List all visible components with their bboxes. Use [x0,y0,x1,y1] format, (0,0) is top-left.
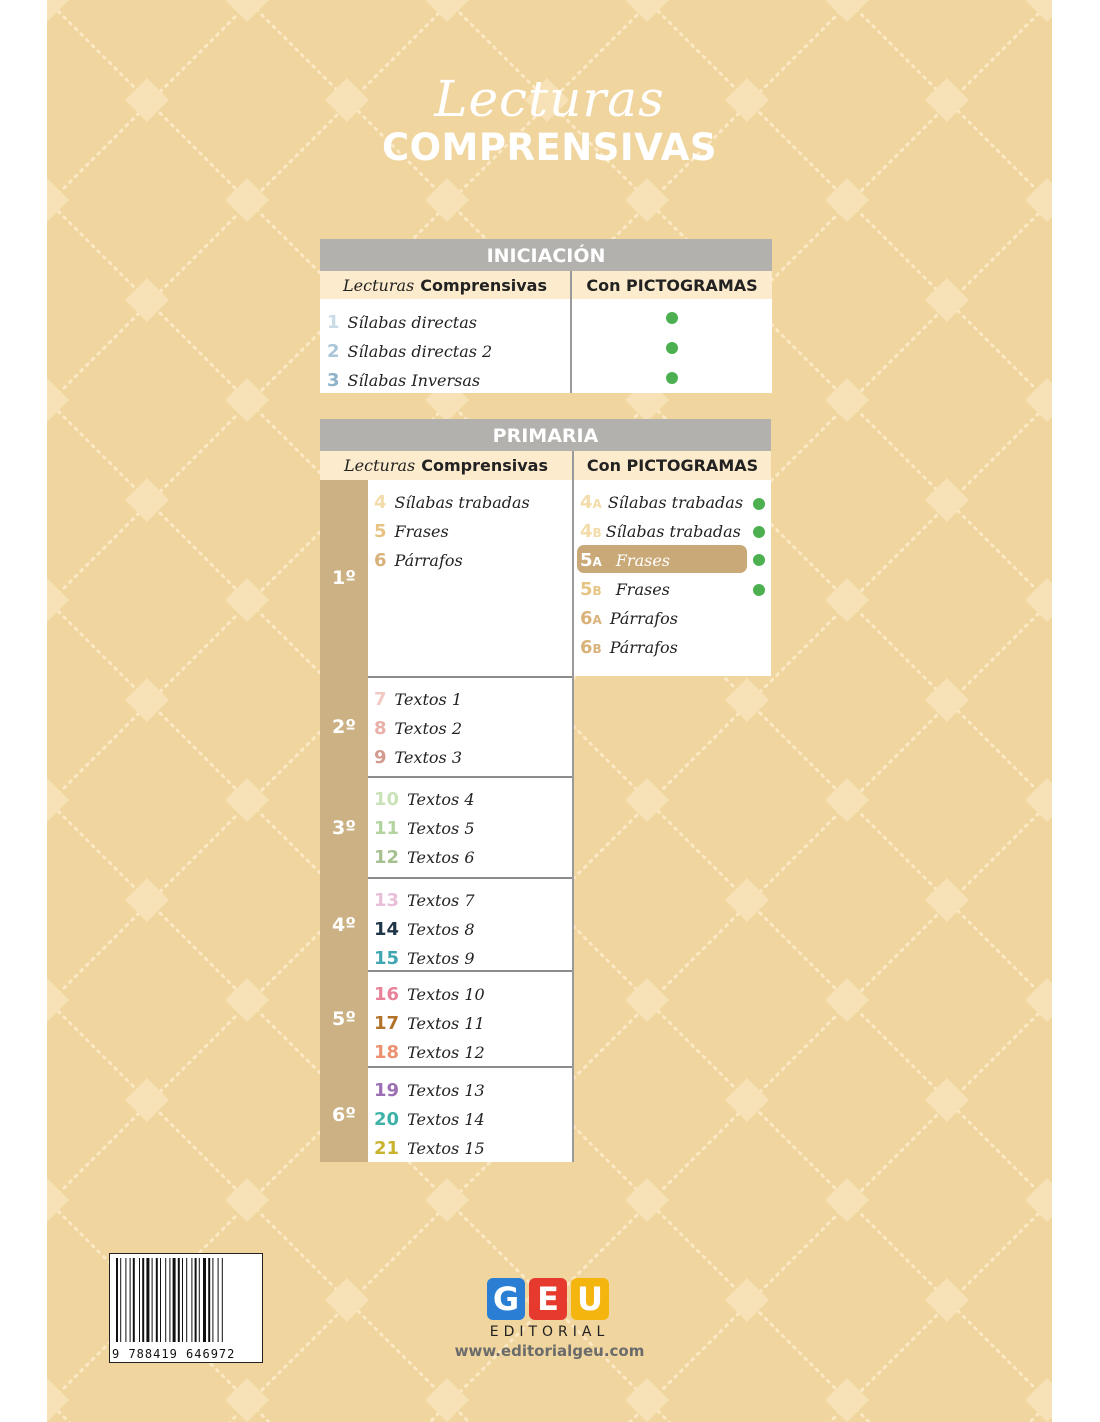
pictograma-row [580,606,678,630]
row-label: Textos 12 [407,1042,485,1062]
row-number: 9 [374,746,387,768]
row-label: Textos 13 [407,1080,485,1100]
title-script: Lecturas [434,70,665,128]
grade-separator [368,877,572,879]
row-number: 5 [374,520,387,542]
primaria-row [374,787,475,811]
pictograma-row [580,635,678,659]
iniciacion-col-lecturas [320,271,570,299]
logo-letter-u: U [571,1278,609,1320]
row-number: 4 [374,491,387,513]
row-number: 6 [374,549,387,571]
iniciacion-col-pictogramas [572,271,772,299]
row-label: Textos 6 [407,847,475,867]
row-number: 4A [580,491,602,513]
row-label: Textos 14 [407,1109,485,1129]
primaria-col-pictogramas [574,451,771,480]
row-label: Sílabas trabadas [394,492,530,512]
check-dot-icon [666,342,678,354]
pattern-line [47,1400,1052,1422]
col-bold-label: Comprensivas [420,275,547,295]
row-label: Sílabas directas 2 [347,341,493,361]
check-dot-icon [753,526,765,538]
row-number: 17 [374,1012,400,1034]
col-thin-label: Lecturas [343,275,415,295]
pattern-diamond [1025,0,1052,22]
logo-letter-g: G [487,1278,525,1320]
row-label: Textos 4 [407,789,475,809]
grade-cell: 6º [320,1067,368,1162]
row-label: Sílabas trabadas [605,521,741,541]
barcode-number: 9 788419 646972 [112,1347,236,1361]
pictograma-row [580,577,670,601]
row-number: 15 [374,947,400,969]
primaria-row [374,687,462,711]
primaria-row [374,548,463,572]
row-number: 7 [374,688,387,710]
row-number: 1 [327,311,340,333]
primaria-row [374,519,449,543]
pictograma-row [580,548,670,572]
pattern-diamond [47,178,69,222]
row-number: 19 [374,1079,400,1101]
row-number: 10 [374,788,400,810]
row-number: 8 [374,717,387,739]
row-label: Textos 7 [407,890,475,910]
iniciacion-row [327,310,477,334]
row-label: Textos 5 [407,818,475,838]
primaria-row [374,1107,485,1131]
grade-cell: 1º [320,480,368,676]
check-dot-icon [666,312,678,324]
primaria-row [374,946,475,970]
row-label: Sílabas Inversas [347,370,481,390]
row-label: Frases [615,550,671,570]
primaria-row [374,816,475,840]
pattern-diamond [47,978,69,1022]
row-number: 11 [374,817,400,839]
primaria-row [374,1078,485,1102]
logo-letter-e: E [529,1278,567,1320]
primaria-row [374,490,530,514]
title-bold: COMPRENSIVAS [381,126,718,169]
row-label: Párrafos [394,550,463,570]
row-number: 6B [580,636,602,658]
col-picto-label: Con PICTOGRAMAS [586,456,759,475]
row-label: Textos 11 [407,1013,485,1033]
col-thin-label: Lecturas [344,456,416,475]
row-number: 20 [374,1108,400,1130]
row-number: 18 [374,1041,400,1063]
row-label: Textos 3 [394,747,462,767]
row-label: Textos 8 [407,919,475,939]
pattern-line [47,1400,1052,1422]
row-number: 5B [580,578,602,600]
check-dot-icon [753,498,765,510]
check-dot-icon [666,372,678,384]
primaria-row [374,917,475,941]
row-number: 4B [580,520,602,542]
check-dot-icon [753,554,765,566]
pattern-diamond [47,578,69,622]
grade-cell: 4º [320,878,368,971]
row-label: Textos 10 [407,984,485,1004]
iniciacion-divider [570,271,572,393]
row-label: Textos 2 [394,718,462,738]
primaria-row [374,1011,485,1035]
primaria-row [374,845,475,869]
grade-separator [368,676,572,678]
row-label: Textos 9 [407,948,475,968]
grade-separator [368,776,572,778]
grade-cell: 5º [320,971,368,1067]
row-number: 14 [374,918,400,940]
row-number: 21 [374,1137,400,1159]
primaria-row [374,745,462,769]
primaria-header: PRIMARIA [320,419,771,451]
primaria-row [374,716,462,740]
pattern-line [47,0,1052,5]
row-label: Textos 15 [407,1138,485,1158]
row-number: 3 [327,369,340,391]
iniciacion-header: INICIACIÓN [320,239,772,271]
row-label: Textos 1 [394,689,462,709]
row-label: Frases [394,521,449,541]
row-label: Frases [615,579,670,599]
primaria-row [374,1040,485,1064]
pattern-diamond [825,0,869,22]
check-dot-icon [753,584,765,596]
primaria-row [374,1136,485,1160]
row-number: 5A [580,549,602,571]
row-number: 13 [374,889,400,911]
pattern-diamond [225,0,269,22]
pattern-line [47,0,1052,5]
iniciacion-row [327,368,480,392]
pattern-diamond [47,1178,69,1222]
grade-cell: 2º [320,676,368,777]
grade-cell: 3º [320,777,368,878]
row-number: 12 [374,846,400,868]
primaria-row [374,982,485,1006]
row-label: Párrafos [609,637,678,657]
publisher-logo [487,1278,611,1322]
pattern-diamond [625,0,669,22]
primaria-col-lecturas [320,451,572,480]
row-label: Párrafos [609,608,679,628]
row-label: Sílabas directas [347,312,477,332]
back-cover [47,0,1052,1422]
grade-separator [368,1066,572,1068]
row-number: 6A [580,607,602,629]
row-number: 2 [327,340,340,362]
pictograma-row [580,519,741,543]
iniciacion-row [327,339,492,363]
primaria-row [374,888,475,912]
row-number: 16 [374,983,400,1005]
pattern-diamond [47,378,69,422]
pictograma-row [580,490,743,514]
publisher-website[interactable]: www.editorialgeu.com [454,1342,645,1360]
pattern-diamond [47,1378,69,1422]
col-bold-label: Comprensivas [421,456,548,475]
grade-separator [368,970,572,972]
publisher-name: EDITORIAL [489,1324,610,1340]
pattern-diamond [47,778,69,822]
col-picto-label: Con PICTOGRAMAS [586,275,758,295]
row-label: Sílabas trabadas [607,492,744,512]
